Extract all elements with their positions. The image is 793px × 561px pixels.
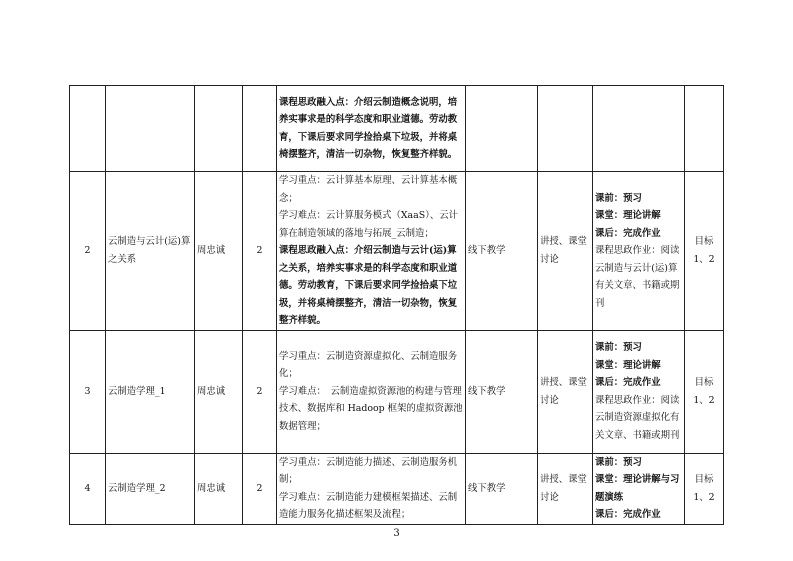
lesson-number bbox=[70, 86, 106, 172]
teaching-method: 讲授、课堂讨论 bbox=[538, 330, 593, 453]
lesson-title: 云制造学理_2 bbox=[106, 453, 195, 524]
study-point: 学习难点：云制造能力建模框架描述、云制造能力服务化描述框架及流程； bbox=[279, 491, 458, 520]
course-goal bbox=[685, 86, 724, 172]
assignment-list bbox=[593, 172, 685, 331]
lesson-title: 云制造与云计(运)算之关系 bbox=[106, 172, 195, 331]
teaching-mode bbox=[466, 86, 538, 172]
ideology-point: 课程思政融入点：介绍云制造与云计(运)算之关系，培养实事求是的科学态度和职业道德。劳动教育，下课后要求同学捡拾桌下垃圾，并将桌椅摆整齐，清洁一切杂物，恢复整齐样貌。 bbox=[279, 245, 458, 326]
assignment-item: 课程思政作业：阅读云制造与云计(运)算有关文章、书籍或期刊 bbox=[595, 245, 680, 309]
teaching-method: 讲授、课堂讨论 bbox=[538, 172, 593, 331]
assignment-item: 课堂：理论讲解与习题演练 bbox=[595, 474, 680, 503]
teaching-method: 讲授、课堂讨论 bbox=[538, 453, 593, 524]
lesson-content bbox=[277, 172, 466, 331]
assignment-list bbox=[593, 86, 685, 172]
course-goal: 目标1、2 bbox=[685, 453, 724, 524]
study-point: 学习重点：云计算基本原理、云计算基本概念； bbox=[279, 175, 458, 204]
study-point: 学习重点：云制造资源虚拟化、云制造服务化； bbox=[279, 350, 458, 380]
assignment-list bbox=[593, 453, 685, 524]
lesson-content bbox=[277, 330, 466, 453]
class-hours: 2 bbox=[243, 172, 277, 331]
assignment-item: 课堂：理论讲解 bbox=[595, 359, 661, 371]
teacher-name: 周忠诚 bbox=[195, 330, 243, 453]
ideology-point: 课程思政融入点：介绍云制造概念说明，培养实事求是的科学态度和职业道德。劳动教育，下课后要求同学捡拾桌下垃圾，并将桌椅摆整齐，清洁一切杂物，恢复整齐样貌。 bbox=[279, 96, 458, 160]
lesson-number: 4 bbox=[70, 453, 106, 524]
assignment-item: 课后：完成作业 bbox=[595, 509, 661, 520]
assignment-item: 课前：预习 bbox=[595, 456, 642, 468]
class-hours: 2 bbox=[243, 453, 277, 524]
assignment-item: 课后：完成作业 bbox=[595, 377, 661, 388]
assignment-item: 课程思政作业：阅读云制造资源虚拟化有关文章、书籍或期刊 bbox=[595, 394, 680, 441]
table-row bbox=[70, 172, 724, 331]
teaching-method bbox=[538, 86, 593, 172]
teaching-mode: 线下教学 bbox=[466, 453, 538, 524]
teacher-name: 周忠诚 bbox=[195, 172, 243, 331]
table-row bbox=[70, 453, 724, 524]
assignment-item: 课前：预习 bbox=[595, 192, 642, 204]
assignment-list bbox=[593, 330, 685, 453]
assignment-item: 课后：完成作业 bbox=[595, 227, 661, 239]
lesson-number: 3 bbox=[70, 330, 106, 453]
lesson-title: 云制造学理_1 bbox=[106, 330, 195, 453]
lesson-title bbox=[106, 86, 195, 172]
lesson-number: 2 bbox=[70, 172, 106, 331]
class-hours bbox=[243, 86, 277, 172]
study-point: 学习难点：云计算服务模式（XaaS）、云计算在制造领域的落地与拓展_云制造； bbox=[279, 210, 458, 239]
table-row bbox=[70, 330, 724, 453]
teaching-mode: 线下教学 bbox=[466, 330, 538, 453]
assignment-item: 课堂：理论讲解 bbox=[595, 210, 661, 221]
course-goal: 目标1、2 bbox=[685, 172, 724, 331]
page-number: 3 bbox=[393, 528, 400, 539]
teacher-name: 周忠诚 bbox=[195, 453, 243, 524]
lesson-content bbox=[277, 453, 466, 524]
table-row bbox=[70, 86, 724, 172]
study-point: 学习重点：云制造能力描述、云制造服务机制； bbox=[279, 456, 458, 485]
assignment-item: 课前：预习 bbox=[595, 342, 642, 353]
teaching-mode: 线下教学 bbox=[466, 172, 538, 331]
lesson-content bbox=[277, 86, 466, 172]
schedule-table bbox=[69, 85, 724, 525]
class-hours: 2 bbox=[243, 330, 277, 453]
study-point: 学习难点： 云制造虚拟资源池的构建与管理技术、数据库和 Hadoop 框架的虚拟资源池数据管理； bbox=[279, 385, 463, 432]
course-goal: 目标1、2 bbox=[685, 330, 724, 453]
teacher-name bbox=[195, 86, 243, 172]
